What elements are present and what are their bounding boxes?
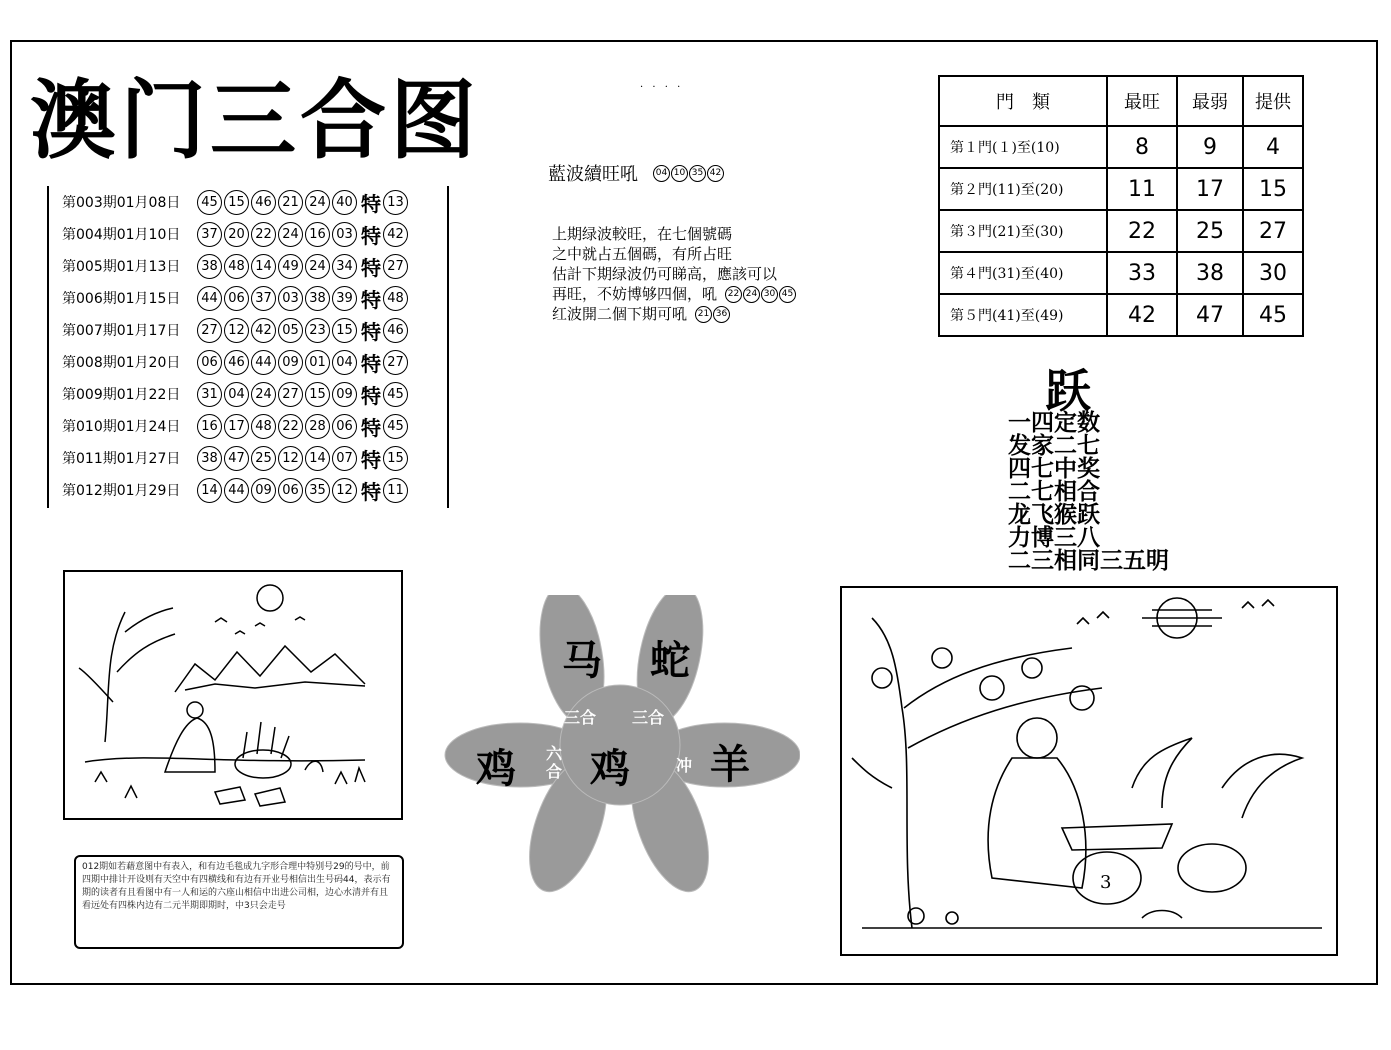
draw-row: [49, 442, 447, 474]
wave-number-ball: 21: [695, 306, 712, 323]
draw-label: 第007期01月17日: [62, 323, 181, 339]
zodiac-top-left: 马: [562, 638, 602, 684]
gate-row: [939, 294, 1303, 336]
number-ball: 27: [278, 382, 303, 407]
draw-history: [47, 186, 449, 508]
number-ball: 06: [332, 414, 357, 439]
number-ball: 38: [197, 446, 222, 471]
cold-number: 9: [1177, 126, 1243, 168]
number-ball: 49: [278, 254, 303, 279]
special-label: 特: [361, 479, 381, 504]
number-ball: 48: [224, 254, 249, 279]
hint-note: 012期如若藉意图中有表入，和有边毛毯成九字形合理中特别号29的号中，前四期中排计开设则有天空中有四横线和有边有开业号相信出生号码44，表示有期的读者有且看图中有一人和运的六座山相信中出进公司相，边心水清并有且看远处有四株内边有二元半期即期时，中3只会走号: [74, 855, 404, 949]
number-ball: 24: [278, 222, 303, 247]
wave-number-ball: 42: [707, 165, 724, 182]
draw-label: 第004期01月10日: [62, 227, 181, 243]
number-ball: 06: [278, 478, 303, 503]
number-ball: 16: [197, 414, 222, 439]
header-pick: 提供: [1243, 76, 1303, 126]
grape-tree-illustration: [840, 586, 1338, 956]
gate-row: [939, 168, 1303, 210]
draw-label: 第009期01月22日: [62, 387, 181, 403]
draw-row: [49, 378, 447, 410]
draw-row: [49, 314, 447, 346]
pick-number: 4: [1243, 126, 1303, 168]
san-he-label-2: 三合: [632, 708, 665, 727]
gate-row: [939, 126, 1303, 168]
pick-number: 27: [1243, 210, 1303, 252]
gate-label: 第４門(31)至(40): [939, 252, 1107, 294]
page-title: 澳门三合图: [30, 71, 480, 171]
poem: [1008, 412, 1169, 573]
special-label: 特: [361, 383, 381, 408]
number-ball: 37: [197, 222, 222, 247]
wave-heading-text: 藍波續旺吼: [548, 164, 638, 185]
hot-number: 11: [1107, 168, 1177, 210]
pick-number: 30: [1243, 252, 1303, 294]
draw-row: [49, 282, 447, 314]
wave-line-text: 之中就占五個碼，有所占旺: [552, 245, 733, 263]
gate-label: 第１門(１)至(10): [939, 126, 1107, 168]
wave-number-ball: 24: [743, 286, 760, 303]
zodiac-center: 鸡: [590, 746, 630, 792]
draw-row: [49, 346, 447, 378]
number-ball: 46: [251, 190, 276, 215]
scholar-drawing: [65, 572, 401, 818]
draw-label: 第008期01月20日: [62, 355, 181, 371]
wave-number-ball: 36: [713, 306, 730, 323]
zodiac-top-right: 蛇: [650, 638, 690, 684]
number-ball: 01: [305, 350, 330, 375]
pick-number: 15: [1243, 168, 1303, 210]
wave-line: [552, 224, 796, 244]
number-ball: 42: [251, 318, 276, 343]
gate-label: 第３門(21)至(30): [939, 210, 1107, 252]
cold-number: 38: [1177, 252, 1243, 294]
grape-tree-drawing: [842, 588, 1336, 954]
hot-number: 42: [1107, 294, 1177, 336]
number-ball: 09: [278, 350, 303, 375]
number-ball: 12: [332, 478, 357, 503]
number-ball: 35: [305, 478, 330, 503]
number-ball: 14: [251, 254, 276, 279]
number-ball: 09: [332, 382, 357, 407]
gate-label: 第２門(11)至(20): [939, 168, 1107, 210]
number-ball: 22: [278, 414, 303, 439]
special-label: 特: [361, 287, 381, 312]
number-ball: 24: [305, 190, 330, 215]
number-ball: 23: [305, 318, 330, 343]
number-ball: 03: [278, 286, 303, 311]
liu-he-label: 六合: [546, 744, 563, 781]
cold-number: 17: [1177, 168, 1243, 210]
poem-line: 二三相同三五明: [1008, 548, 1169, 574]
wave-heading-numbers: [652, 165, 724, 182]
chong-label: 冲: [676, 756, 693, 775]
hot-number: 33: [1107, 252, 1177, 294]
decorative-dots: · · · ·: [640, 82, 684, 93]
draw-row: [49, 410, 447, 442]
special-label: 特: [361, 351, 381, 376]
number-ball: 03: [332, 222, 357, 247]
gate-table: [938, 75, 1304, 337]
wave-paragraph: [552, 224, 796, 324]
special-number-ball: 27: [383, 254, 408, 279]
special-number-ball: 45: [383, 382, 408, 407]
poem-line: 龙飞猴跃: [1008, 502, 1100, 528]
number-ball: 15: [224, 190, 249, 215]
number-ball: 14: [305, 446, 330, 471]
number-ball: 12: [278, 446, 303, 471]
draw-label: 第005期01月13日: [62, 259, 181, 275]
special-number-ball: 46: [383, 318, 408, 343]
poem-line: 发家二七: [1008, 433, 1100, 459]
gate-row: [939, 252, 1303, 294]
cold-number: 47: [1177, 294, 1243, 336]
number-ball: 46: [224, 350, 249, 375]
special-label: 特: [361, 415, 381, 440]
poem-line: 四七中奖: [1008, 456, 1100, 482]
poem-line: 一四定数: [1008, 410, 1100, 436]
number-ball: 21: [278, 190, 303, 215]
number-ball: 37: [251, 286, 276, 311]
draw-label: 第012期01月29日: [62, 483, 181, 499]
special-number-ball: 13: [383, 190, 408, 215]
hot-number: 8: [1107, 126, 1177, 168]
number-ball: 38: [305, 286, 330, 311]
number-ball: 28: [305, 414, 330, 439]
special-number-ball: 27: [383, 350, 408, 375]
san-he-label-1: 三合: [564, 708, 597, 727]
number-ball: 31: [197, 382, 222, 407]
number-ball: 44: [251, 350, 276, 375]
number-ball: 04: [332, 350, 357, 375]
wave-line: [552, 284, 796, 304]
number-ball: 24: [251, 382, 276, 407]
zodiac-left: 鸡: [476, 746, 516, 792]
number-ball: 14: [197, 478, 222, 503]
number-ball: 15: [305, 382, 330, 407]
draw-row: [49, 186, 447, 218]
number-ball: 25: [251, 446, 276, 471]
number-ball: 40: [332, 190, 357, 215]
number-ball: 07: [332, 446, 357, 471]
number-ball: 06: [224, 286, 249, 311]
number-ball: 39: [332, 286, 357, 311]
wave-number-ball: 35: [689, 165, 706, 182]
number-ball: 45: [197, 190, 222, 215]
wave-line-text: 上期绿波較旺，在七個號碼: [552, 225, 733, 243]
wave-line: [552, 244, 796, 264]
draw-label: 第010期01月24日: [62, 419, 181, 435]
wave-number-ball: 30: [761, 286, 778, 303]
special-number-ball: 11: [383, 478, 408, 503]
number-ball: 44: [197, 286, 222, 311]
special-label: 特: [361, 447, 381, 472]
gate-label: 第５門(41)至(49): [939, 294, 1107, 336]
number-ball: 48: [251, 414, 276, 439]
jar-number: 3: [1100, 872, 1112, 893]
special-label: 特: [361, 319, 381, 344]
number-ball: 34: [332, 254, 357, 279]
special-number-ball: 42: [383, 222, 408, 247]
draw-label: 第006期01月15日: [62, 291, 181, 307]
draw-row: [49, 250, 447, 282]
wave-line-text: 红波開二個下期可吼: [552, 305, 688, 323]
draw-row: [49, 218, 447, 250]
wave-line: [552, 264, 796, 284]
wave-number-ball: 22: [725, 286, 742, 303]
number-ball: 09: [251, 478, 276, 503]
wave-heading: [548, 160, 724, 186]
scholar-illustration: [63, 570, 403, 820]
poem-line: 二七相合: [1008, 479, 1100, 505]
draw-label: 第003期01月08日: [62, 195, 181, 211]
cold-number: 25: [1177, 210, 1243, 252]
wave-line-text: 再旺，不妨博够四個，吼: [552, 285, 718, 303]
wave-number-ball: 45: [779, 286, 796, 303]
header-hot: 最旺: [1107, 76, 1177, 126]
number-ball: 27: [197, 318, 222, 343]
wave-line: [552, 304, 796, 324]
zodiac-right: 羊: [710, 742, 750, 788]
number-ball: 05: [278, 318, 303, 343]
special-label: 特: [361, 255, 381, 280]
zodiac-flower: [440, 595, 800, 895]
number-ball: 22: [251, 222, 276, 247]
special-label: 特: [361, 223, 381, 248]
number-ball: 44: [224, 478, 249, 503]
header-category: 門 類: [939, 76, 1107, 126]
header-cold: 最弱: [1177, 76, 1243, 126]
number-ball: 16: [305, 222, 330, 247]
pick-number: 45: [1243, 294, 1303, 336]
number-ball: 20: [224, 222, 249, 247]
special-number-ball: 48: [383, 286, 408, 311]
draw-label: 第011期01月27日: [62, 451, 181, 467]
number-ball: 38: [197, 254, 222, 279]
number-ball: 15: [332, 318, 357, 343]
number-ball: 17: [224, 414, 249, 439]
gate-row: [939, 210, 1303, 252]
special-number-ball: 15: [383, 446, 408, 471]
special-label: 特: [361, 191, 381, 216]
number-ball: 24: [305, 254, 330, 279]
special-number-ball: 45: [383, 414, 408, 439]
draw-row: [49, 474, 447, 506]
number-ball: 06: [197, 350, 222, 375]
poem-line: 力博三八: [1008, 525, 1100, 551]
number-ball: 12: [224, 318, 249, 343]
wave-line-text: 估計下期绿波仍可睇高，應該可以: [552, 265, 778, 283]
wave-number-ball: 04: [653, 165, 670, 182]
wave-number-ball: 10: [671, 165, 688, 182]
hot-number: 22: [1107, 210, 1177, 252]
number-ball: 47: [224, 446, 249, 471]
poem-title: 跃: [1045, 364, 1091, 418]
number-ball: 04: [224, 382, 249, 407]
